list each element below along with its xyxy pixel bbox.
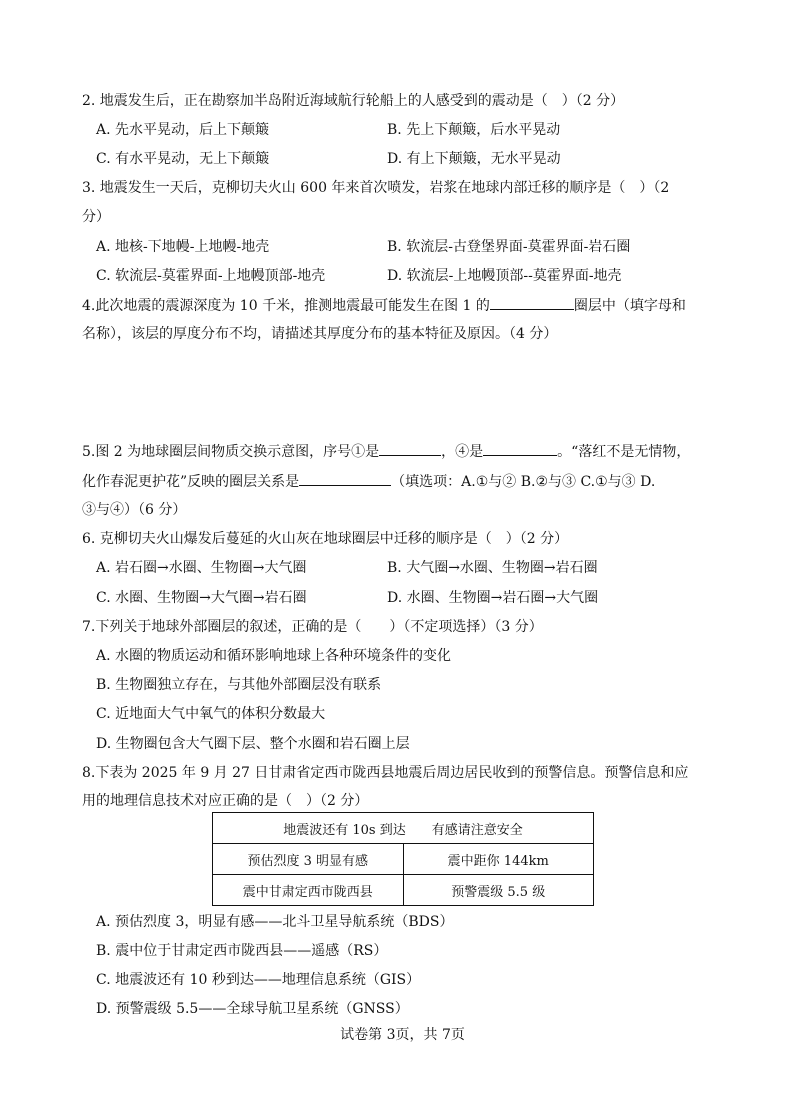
table-cell-magnitude: 预警震级 5.5 级 xyxy=(403,875,594,906)
q6-option-d: D. 水圈、生物圈→岩石圈→大气圈 xyxy=(387,590,599,606)
q7-stem: 7.下列关于地球外部圈层的叙述，正确的是（ ）（不定项选择）（3 分） xyxy=(82,619,543,635)
q2-option-d: D. 有上下颠簸，无水平晃动 xyxy=(387,151,561,167)
q5-blank-1[interactable] xyxy=(379,441,441,456)
q8-stem-line1: 8.下表为 2025 年 9 月 27 日甘肃省定西市陇西县地震后周边居民收到的预警信息。预警信息和应 xyxy=(82,765,689,781)
q4-stem-line1 xyxy=(82,295,686,316)
q3-stem-line1: 3. 地震发生一天后，克柳切夫火山 600 年来首次喷发，岩浆在地球内部迁移的顺序是（ ）（2 xyxy=(82,180,670,196)
q3-stem-line2: 分） xyxy=(82,209,110,225)
q7-option-d: D. 生物圈包含大气圈下层、整个水圈和岩石圈上层 xyxy=(96,736,410,752)
q8-option-a: A. 预估烈度 3，明显有感——北斗卫星导航系统（BDS） xyxy=(96,914,454,930)
q7-option-b: B. 生物圈独立存在，与其他外部圈层没有联系 xyxy=(96,677,382,693)
q4-answer-blank[interactable] xyxy=(490,295,574,310)
page-footer: 试卷第 3页，共 7页 xyxy=(340,1027,465,1043)
q5-line2 xyxy=(82,471,655,492)
q4-text-a: 4.此次地震的震源深度为 10 千米，推测地震最可能发生在图 1 的 xyxy=(82,298,490,314)
q5-text-e: （填选项：A.①与② B.②与③ C.①与③ D. xyxy=(391,474,656,490)
q3-option-b: B. 软流层-古登堡界面-莫霍界面-岩石圈 xyxy=(387,239,631,255)
q5-text-b: ，④是 xyxy=(441,444,484,460)
q7-option-c: C. 近地面大气中氧气的体积分数最大 xyxy=(96,706,326,722)
table-row xyxy=(213,875,594,906)
table-header-cell: 地震波还有 10s 到达 有感请注意安全 xyxy=(213,813,594,844)
table-row xyxy=(213,813,594,844)
table-cell-epicenter: 震中甘肃定西市陇西县 xyxy=(213,875,404,906)
q2-option-c: C. 有水平晃动，无上下颠簸 xyxy=(96,151,270,167)
q6-option-c: C. 水圈、生物圈→大气圈→岩石圈 xyxy=(96,590,307,606)
q5-text-d: 化作春泥更护花”反映的圈层关系是 xyxy=(82,474,300,490)
q3-option-c: C. 软流层-莫霍界面-上地幔顶部-地壳 xyxy=(96,268,326,284)
q6-option-a: A. 岩石圈→水圈、生物圈→大气圈 xyxy=(96,560,307,576)
q5-text-a: 5.图 2 为地球圈层间物质交换示意图，序号①是 xyxy=(82,444,380,460)
q8-option-d: D. 预警震级 5.5——全球导航卫星系统（GNSS） xyxy=(96,1001,409,1017)
q2-option-a: A. 先水平晃动，后上下颠簸 xyxy=(96,122,270,138)
warning-info-table xyxy=(212,812,594,906)
table-cell-intensity: 预估烈度 3 明显有感 xyxy=(213,844,404,875)
q6-option-b: B. 大气圈→水圈、生物圈→岩石圈 xyxy=(387,560,598,576)
q3-option-a: A. 地核-下地幔-上地幔-地壳 xyxy=(96,239,270,255)
q2-stem: 2. 地震发生后，正在勘察加半岛附近海域航行轮船上的人感受到的震动是（ ）（2 分） xyxy=(82,93,625,109)
q5-line3: ③与④）（6 分） xyxy=(82,502,187,518)
q7-option-a: A. 水圈的物质运动和循环影响地球上各种环境条件的变化 xyxy=(96,648,452,664)
q5-blank-relation[interactable] xyxy=(299,471,391,486)
q6-stem: 6. 克柳切夫火山爆发后蔓延的火山灰在地球圈层中迁移的顺序是（ ）（2 分） xyxy=(82,531,569,547)
q8-option-c: C. 地震波还有 10 秒到达——地理信息系统（GIS） xyxy=(96,972,421,988)
q4-text-b: 圈层中（填字母和 xyxy=(573,298,686,314)
q8-option-b: B. 震中位于甘肃定西市陇西县——遥感（RS） xyxy=(96,943,388,959)
q5-line1 xyxy=(82,441,690,462)
q8-stem-line2: 用的地理信息技术对应正确的是（ ）（2 分） xyxy=(82,793,369,809)
q4-stem-line2: 名称），该层的厚度分布不均，请描述其厚度分布的基本特征及原因。（4 分） xyxy=(82,326,558,342)
q3-option-d: D. 软流层-上地幔顶部--莫霍界面-地壳 xyxy=(387,268,622,284)
q2-option-b: B. 先上下颠簸，后水平晃动 xyxy=(387,122,561,138)
q5-blank-4[interactable] xyxy=(483,441,557,456)
q5-text-c: 。“落红不是无情物， xyxy=(557,444,691,460)
table-row xyxy=(213,844,594,875)
table-cell-distance: 震中距你 144km xyxy=(403,844,594,875)
